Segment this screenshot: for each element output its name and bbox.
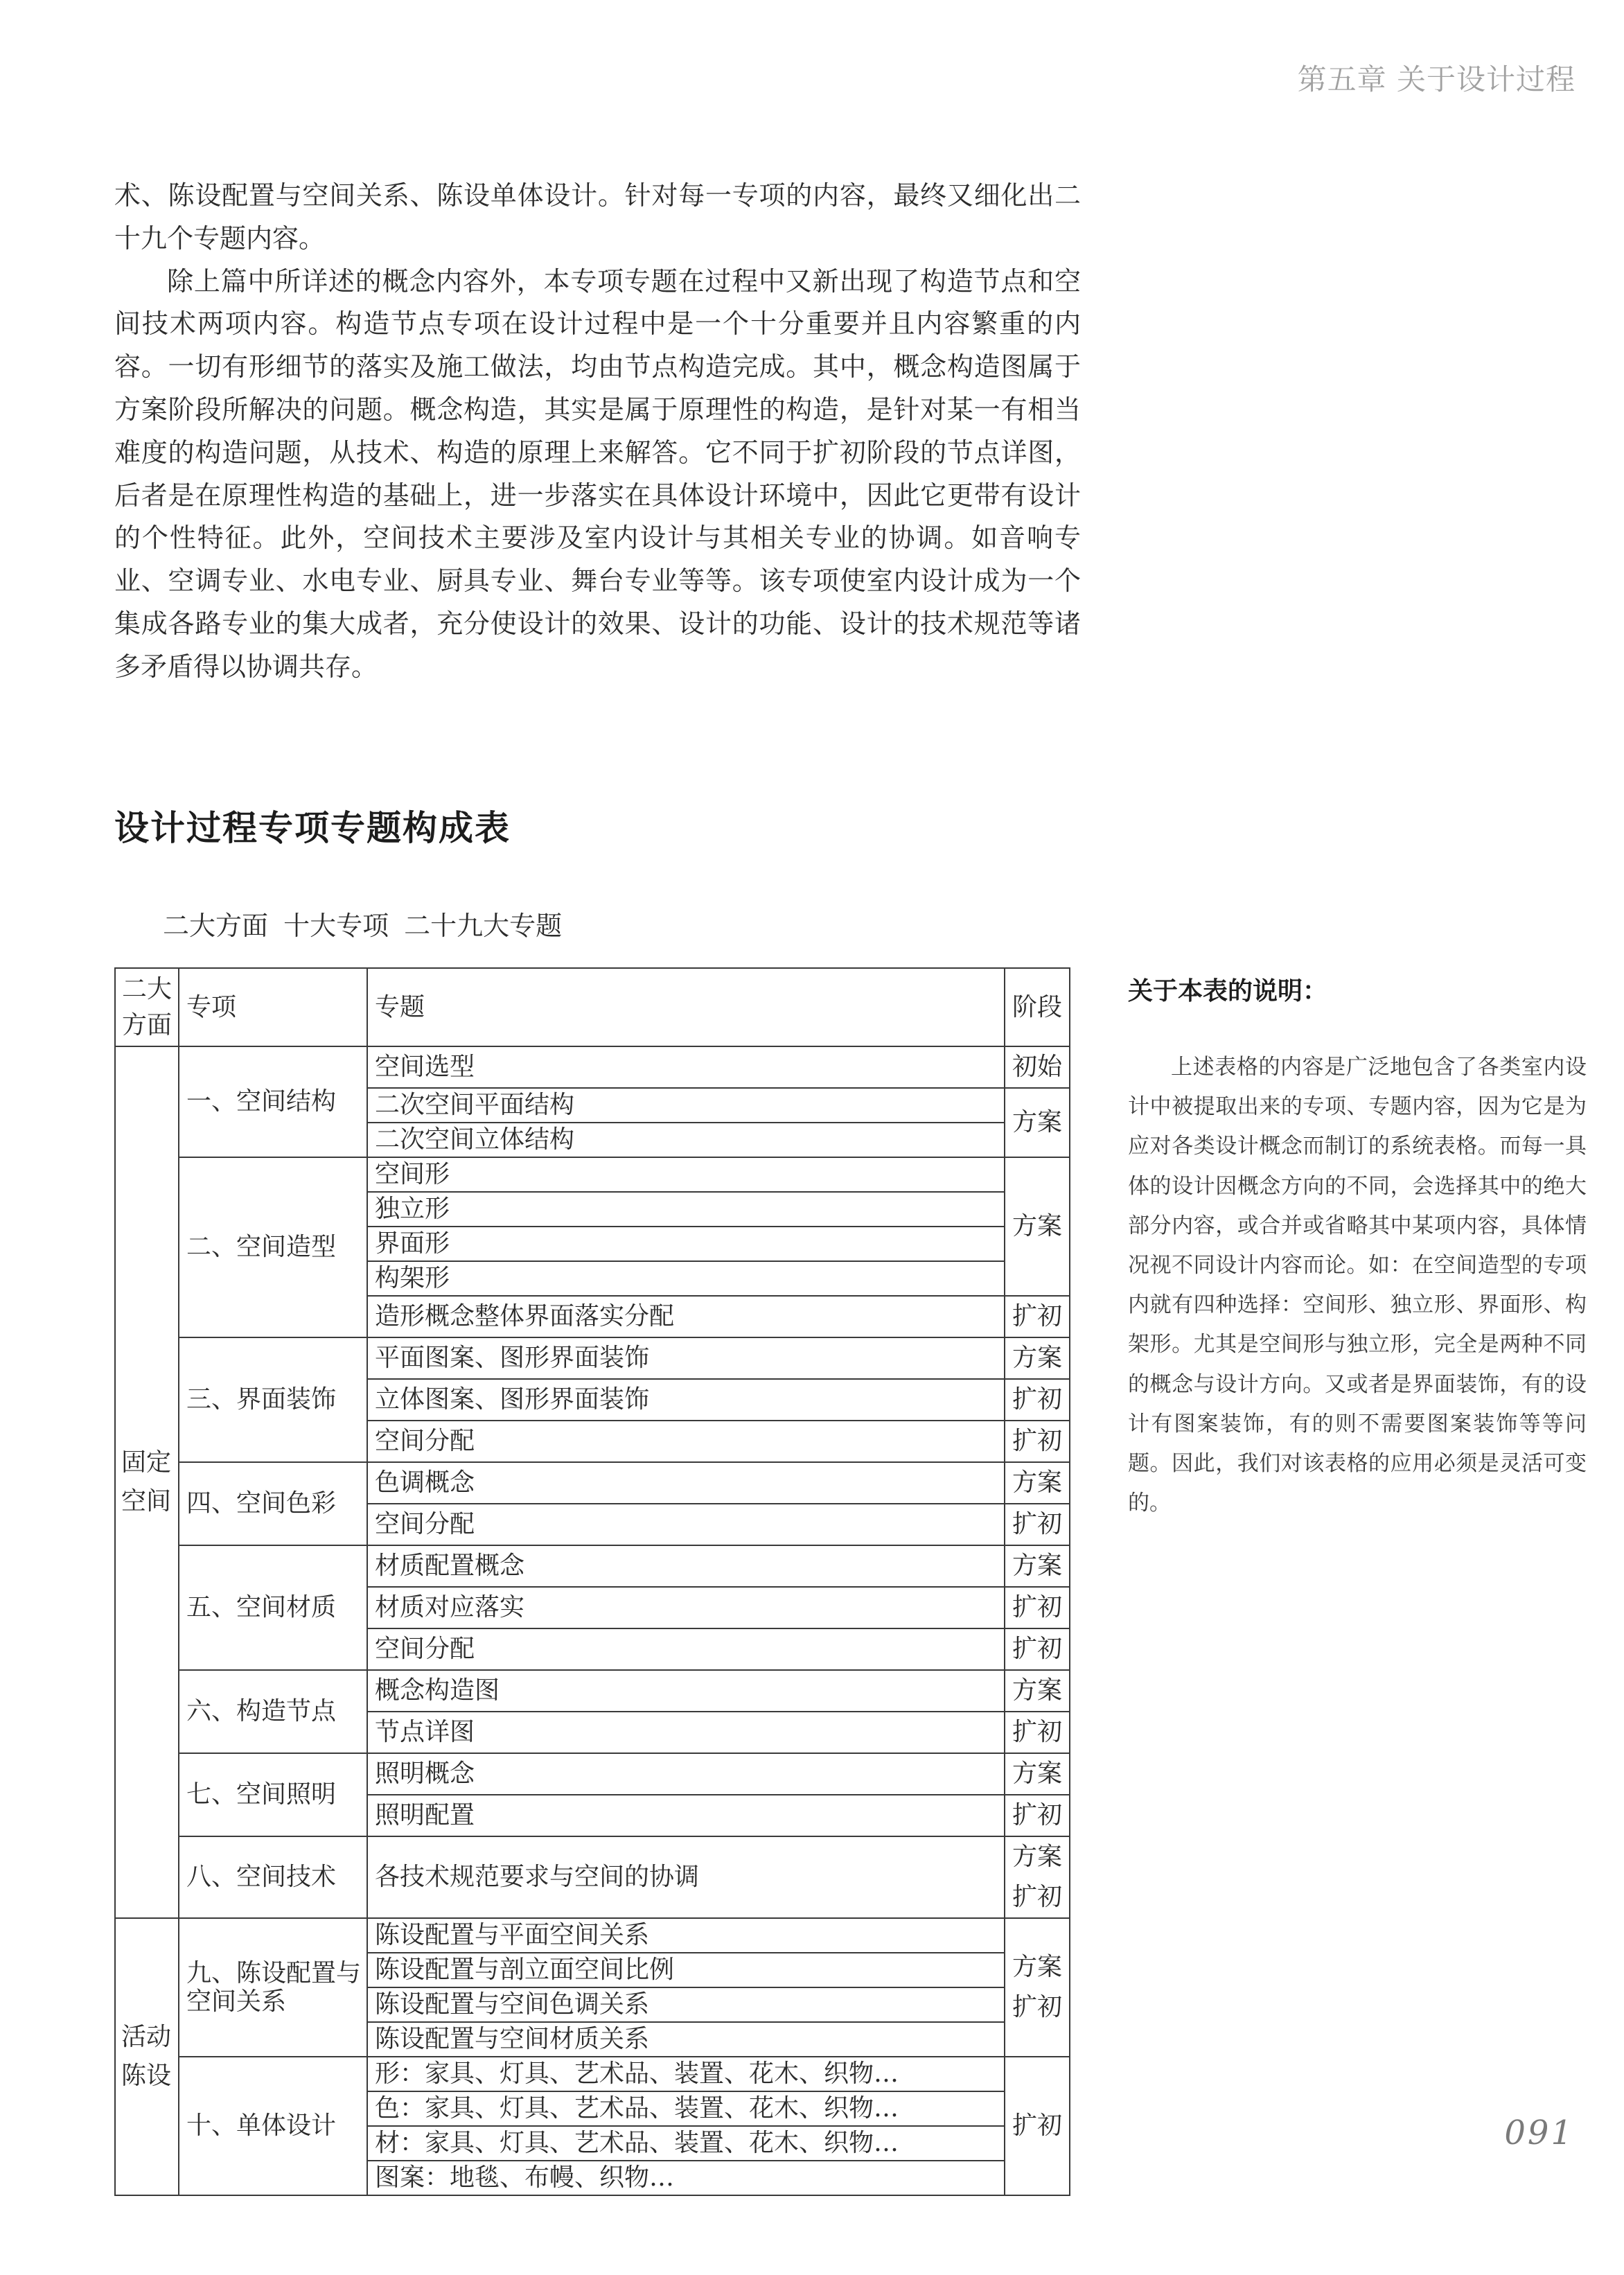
topic-cell: 界面形 bbox=[367, 1227, 1005, 1261]
topic-cell: 概念构造图 bbox=[367, 1670, 1005, 1712]
stage-cell: 扩初 bbox=[1005, 1421, 1070, 1462]
topic-cell: 空间选型 bbox=[367, 1046, 1005, 1088]
header-item: 专项 bbox=[179, 968, 367, 1046]
topic-cell: 形：家具、灯具、艺术品、装置、花木、织物… bbox=[367, 2057, 1005, 2091]
section-title: 设计过程专项专题构成表 bbox=[114, 808, 511, 848]
stage-cell: 方案 扩初 bbox=[1005, 1918, 1070, 2057]
topic-cell: 独立形 bbox=[367, 1192, 1005, 1227]
topic-cell: 空间分配 bbox=[367, 1628, 1005, 1670]
topic-cell: 节点详图 bbox=[367, 1712, 1005, 1753]
topic-cell: 陈设配置与剖立面空间比例 bbox=[367, 1953, 1005, 1987]
item-single-design: 十、单体设计 bbox=[179, 2057, 367, 2195]
table-row bbox=[115, 1337, 1070, 1379]
table-row bbox=[115, 1046, 1070, 1088]
stage-cell: 方案 bbox=[1005, 1337, 1070, 1379]
table-row bbox=[115, 1670, 1070, 1712]
stage-cell: 方案 bbox=[1005, 1670, 1070, 1712]
stage-cell: 扩初 bbox=[1005, 1795, 1070, 1836]
topic-cell: 二次空间立体结构 bbox=[367, 1123, 1005, 1157]
item-surface-decoration: 三、界面装饰 bbox=[179, 1337, 367, 1462]
stage-cell: 扩初 bbox=[1005, 1296, 1070, 1337]
stage-cell: 方案 bbox=[1005, 1462, 1070, 1504]
table-row bbox=[115, 2057, 1070, 2091]
table-row bbox=[115, 1918, 1070, 1953]
topic-cell: 图案：地毯、布幔、织物… bbox=[367, 2161, 1005, 2195]
item-space-structure: 一、空间结构 bbox=[179, 1046, 367, 1157]
stage-cell: 扩初 bbox=[1005, 1379, 1070, 1421]
table-row bbox=[115, 1753, 1070, 1795]
chapter-header: 第五章 关于设计过程 bbox=[1297, 62, 1576, 96]
topic-cell: 色：家具、灯具、艺术品、装置、花木、织物… bbox=[367, 2091, 1005, 2126]
table-row bbox=[115, 1836, 1070, 1918]
body-paragraph: 术、陈设配置与空间关系、陈设单体设计。针对每一专项的内容，最终又细化出二十九个专题内容。 bbox=[114, 180, 1081, 254]
stage-cell: 初始 bbox=[1005, 1046, 1070, 1088]
body-text bbox=[114, 175, 1081, 689]
stage-cell: 扩初 bbox=[1005, 1628, 1070, 1670]
topic-cell: 空间分配 bbox=[367, 1421, 1005, 1462]
topic-cell: 陈设配置与平面空间关系 bbox=[367, 1918, 1005, 1953]
item-space-technology: 八、空间技术 bbox=[179, 1836, 367, 1918]
stage-cell: 扩初 bbox=[1005, 1587, 1070, 1628]
area-fixed-space: 固定空间 bbox=[115, 1046, 179, 1918]
header-area: 二大方面 bbox=[115, 968, 179, 1046]
item-furnishing-space-relation: 九、陈设配置与空间关系 bbox=[179, 1918, 367, 2057]
table-row bbox=[115, 1545, 1070, 1587]
topic-cell: 色调概念 bbox=[367, 1462, 1005, 1504]
topic-cell: 材质配置概念 bbox=[367, 1545, 1005, 1587]
item-construction-node: 六、构造节点 bbox=[179, 1670, 367, 1753]
topic-cell: 构架形 bbox=[367, 1261, 1005, 1296]
note-title: 关于本表的说明： bbox=[1128, 977, 1328, 1005]
table-subtitle: 二大方面 十大专项 二十九大专题 bbox=[163, 911, 563, 941]
table-row bbox=[115, 1462, 1070, 1504]
body-paragraph: 除上篇中所详述的概念内容外，本专项专题在过程中又新出现了构造节点和空间技术两项内容。构造节点专项在设计过程中是一个十分重要并且内容繁重的内容。一切有形细节的落实及施工做法，均由节点构造完成。其中，概念构造图属于方案阶段所解决的问题。概念构造，其实是属于原理性的构造，是针对某一有相当难度的构造问题，从技术、构造的原理上来解答。它不同于扩初阶段的节点详图，后者是在原理性构造的基础上，进一步落实在具体设计环境中，因此它更带有设计的个性特征。此外，空间技术主要涉及室内设计与其相关专业的协调。如音响专业、空调专业、水电专业、厨具专业、舞台专业等等。该专项使室内设计成为一个集成各路专业的集大成者，充分使设计的效果、设计的功能、设计的技术规范等诸多矛盾得以协调共存。 bbox=[114, 265, 1081, 682]
topic-cell: 陈设配置与空间材质关系 bbox=[367, 2022, 1005, 2057]
stage-cell: 方案 bbox=[1005, 1088, 1070, 1157]
header-stage: 阶段 bbox=[1005, 968, 1070, 1046]
header-topic: 专题 bbox=[367, 968, 1005, 1046]
table-row bbox=[115, 1157, 1070, 1192]
item-space-material: 五、空间材质 bbox=[179, 1545, 367, 1670]
topic-cell: 材质对应落实 bbox=[367, 1587, 1005, 1628]
note-body: 上述表格的内容是广泛地包含了各类室内设计中被提取出来的专项、专题内容，因为它是为应对各类设计概念而制订的系统表格。而每一具体的设计因概念方向的不同，会选择其中的绝大部分内容，或合并或省略其中某项内容，具体情况视不同设计内容而论。如：在空间造型的专项内就有四种选择：空间形、独立形、界面形、构架形。尤其是空间形与独立形，完全是两种不同的概念与设计方向。又或者是界面装饰，有的设计有图案装饰，有的则不需要图案装饰等等问题。因此，我们对该表格的应用必须是灵活可变的。 bbox=[1128, 1055, 1587, 1516]
topic-cell: 平面图案、图形界面装饰 bbox=[367, 1337, 1005, 1379]
table-header-row bbox=[115, 968, 1070, 1046]
stage-cell: 扩初 bbox=[1005, 1712, 1070, 1753]
topic-cell: 空间形 bbox=[367, 1157, 1005, 1192]
stage-cell: 扩初 bbox=[1005, 2057, 1070, 2195]
stage-cell: 方案 bbox=[1005, 1545, 1070, 1587]
area-movable-furnishing: 活动陈设 bbox=[115, 1918, 179, 2195]
topic-cell: 照明概念 bbox=[367, 1753, 1005, 1795]
stage-cell: 扩初 bbox=[1005, 1504, 1070, 1545]
stage-cell: 方案 bbox=[1005, 1753, 1070, 1795]
item-space-form: 二、空间造型 bbox=[179, 1157, 367, 1337]
stage-cell: 方案 扩初 bbox=[1005, 1836, 1070, 1918]
topic-cell: 立体图案、图形界面装饰 bbox=[367, 1379, 1005, 1421]
topic-cell: 陈设配置与空间色调关系 bbox=[367, 1987, 1005, 2022]
topic-cell: 二次空间平面结构 bbox=[367, 1088, 1005, 1123]
topic-cell: 造形概念整体界面落实分配 bbox=[367, 1296, 1005, 1337]
stage-cell: 方案 bbox=[1005, 1157, 1070, 1296]
topic-cell: 照明配置 bbox=[367, 1795, 1005, 1836]
topic-cell: 各技术规范要求与空间的协调 bbox=[367, 1836, 1005, 1918]
page-number: 091 bbox=[1504, 2114, 1574, 2152]
item-space-color: 四、空间色彩 bbox=[179, 1462, 367, 1545]
topic-cell: 材：家具、灯具、艺术品、装置、花木、织物… bbox=[367, 2126, 1005, 2161]
design-process-table bbox=[114, 967, 1070, 2196]
item-space-lighting: 七、空间照明 bbox=[179, 1753, 367, 1836]
topic-cell: 空间分配 bbox=[367, 1504, 1005, 1545]
